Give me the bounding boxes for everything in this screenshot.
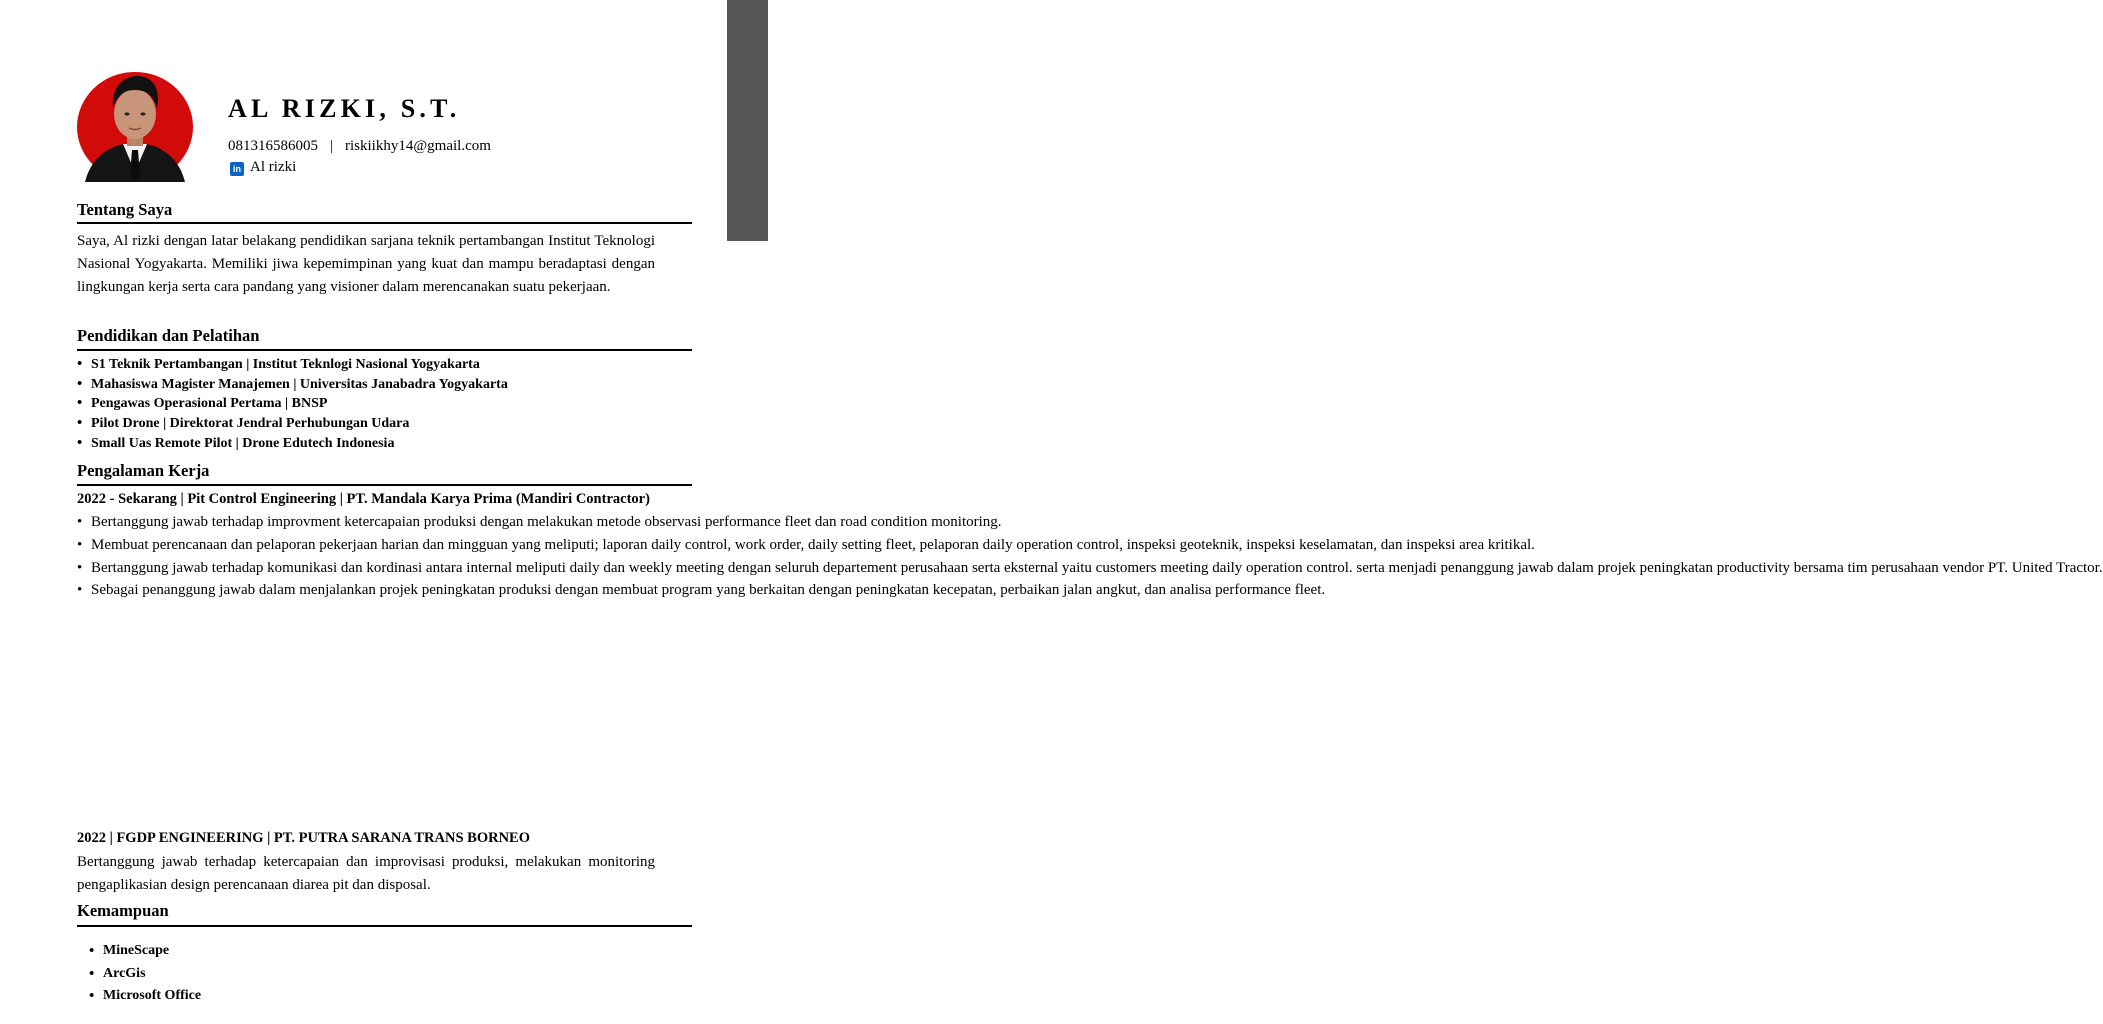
- linkedin-name: Al rizki: [250, 159, 297, 175]
- education-item: Pilot Drone | Direktorat Jendral Perhubungan Udara: [91, 416, 410, 432]
- linkedin-icon: in: [230, 162, 244, 176]
- job-duty: Sebagai penanggung jawab dalam menjalankan projek peningkatan produksi dengan membuat program yang berkaitan dengan peningkatan kecepatan, perbaikan jalan angkut, dan analisa performance fleet.: [91, 582, 1326, 599]
- list-item: [77, 434, 508, 454]
- skills-list: [89, 940, 202, 1008]
- list-item: [77, 534, 1535, 557]
- list-item: [89, 985, 202, 1008]
- list-item: [89, 940, 201, 963]
- bullet-icon: •: [77, 514, 83, 530]
- bullet-icon: •: [89, 943, 95, 959]
- bullet-icon: •: [77, 536, 83, 553]
- profile-photo: [77, 72, 193, 182]
- section-divider: [77, 222, 692, 224]
- bullet-icon: •: [77, 395, 83, 412]
- skill-item: MineScape: [103, 943, 170, 958]
- section-title-education: Pendidikan dan Pelatihan: [77, 326, 260, 345]
- bullet-icon: •: [77, 415, 83, 432]
- bullet-icon: •: [77, 356, 83, 372]
- job-duty: Bertanggung jawab terhadap improvment ketercapaian produksi dengan melakukan metode observasi performance fleet dan road condition monitoring.: [91, 514, 1002, 530]
- about-text: Saya, Al rizki dengan latar belakang pendidikan sarjana teknik pertambangan Institut Teknologi Nasional Yogyakarta. Memiliki jiwa kepemimpinan yang kuat dan mampu beradaptasi dengan lingkungan kerja serta cara pandang yang visioner dalam merencanakan suatu pekerjaan.: [77, 233, 655, 295]
- job-heading: 2022 | FGDP ENGINEERING | PT. PUTRA SARANA TRANS BORNEO: [77, 830, 530, 846]
- email-address: riskiikhy14@gmail.com: [345, 138, 491, 154]
- job-duty: Bertanggung jawab terhadap komunikasi dan kordinasi antara internal meliputi daily dan weekly meeting dengan seluruh departement perusahaan serta eksternal yaitu customers meeting daily operation control. serta menjadi penanggung jawab dalam projek peningkatan productivity bersama tim perusahaan vendor PT. United Tractor.: [91, 559, 2103, 576]
- job-heading: 2022 - Sekarang | Pit Control Engineering | PT. Mandala Karya Prima (Mandiri Contractor): [77, 491, 650, 507]
- phone-number: 081316586005: [228, 138, 318, 154]
- list-item: [77, 394, 508, 414]
- education-item: Small Uas Remote Pilot | Drone Edutech Indonesia: [91, 435, 395, 451]
- education-list: [77, 355, 508, 454]
- job-description: Bertanggung jawab terhadap ketercapaian dan improvisasi produksi, melakukan monitoring pengaplikasian design perencanaan diarea pit dan disposal.: [77, 854, 655, 893]
- list-item: [77, 579, 1326, 602]
- list-item: [77, 557, 2103, 580]
- skill-item: Microsoft Office: [103, 988, 202, 1004]
- list-item: [77, 375, 508, 395]
- candidate-name: AL RIZKI, S.T.: [228, 94, 461, 123]
- bullet-icon: •: [89, 965, 95, 982]
- list-item: [77, 355, 508, 375]
- list-item: [77, 511, 1002, 534]
- education-item: S1 Teknik Pertambangan | Institut Teknlogi Nasional Yogyakarta: [91, 357, 480, 372]
- linkedin-link[interactable]: [230, 159, 296, 176]
- section-title-experience: Pengalaman Kerja: [77, 461, 210, 480]
- list-item: [77, 414, 508, 434]
- section-divider: [77, 484, 692, 486]
- education-item: Pengawas Operasional Pertama | BNSP: [91, 396, 328, 412]
- bullet-icon: •: [77, 375, 83, 392]
- job-duty: Membuat perencanaan dan pelaporan pekerjaan harian dan mingguan yang meliputi; laporan daily control, work order, daily setting fleet, pelaporan daily operation control, inspeksi geoteknik, inspeksi keselamatan, dan inspeksi area kritikal.: [91, 536, 1535, 553]
- section-divider: [77, 925, 692, 927]
- bullet-icon: •: [77, 582, 83, 599]
- contact-separator: |: [330, 138, 334, 154]
- bullet-icon: •: [89, 988, 95, 1005]
- list-item: [89, 963, 201, 986]
- skill-item: ArcGis: [103, 965, 146, 981]
- bullet-icon: •: [77, 559, 83, 576]
- scrollbar[interactable]: [727, 0, 768, 241]
- section-title-about: Tentang Saya: [77, 200, 173, 219]
- section-divider: [77, 349, 692, 351]
- section-title-skills: Kemampuan: [77, 901, 169, 920]
- bullet-icon: •: [77, 434, 83, 451]
- job-duties-list: [77, 511, 2103, 602]
- contact-line: [228, 138, 491, 155]
- education-item: Mahasiswa Magister Manajemen | Universitas Janabadra Yogyakarta: [91, 376, 508, 392]
